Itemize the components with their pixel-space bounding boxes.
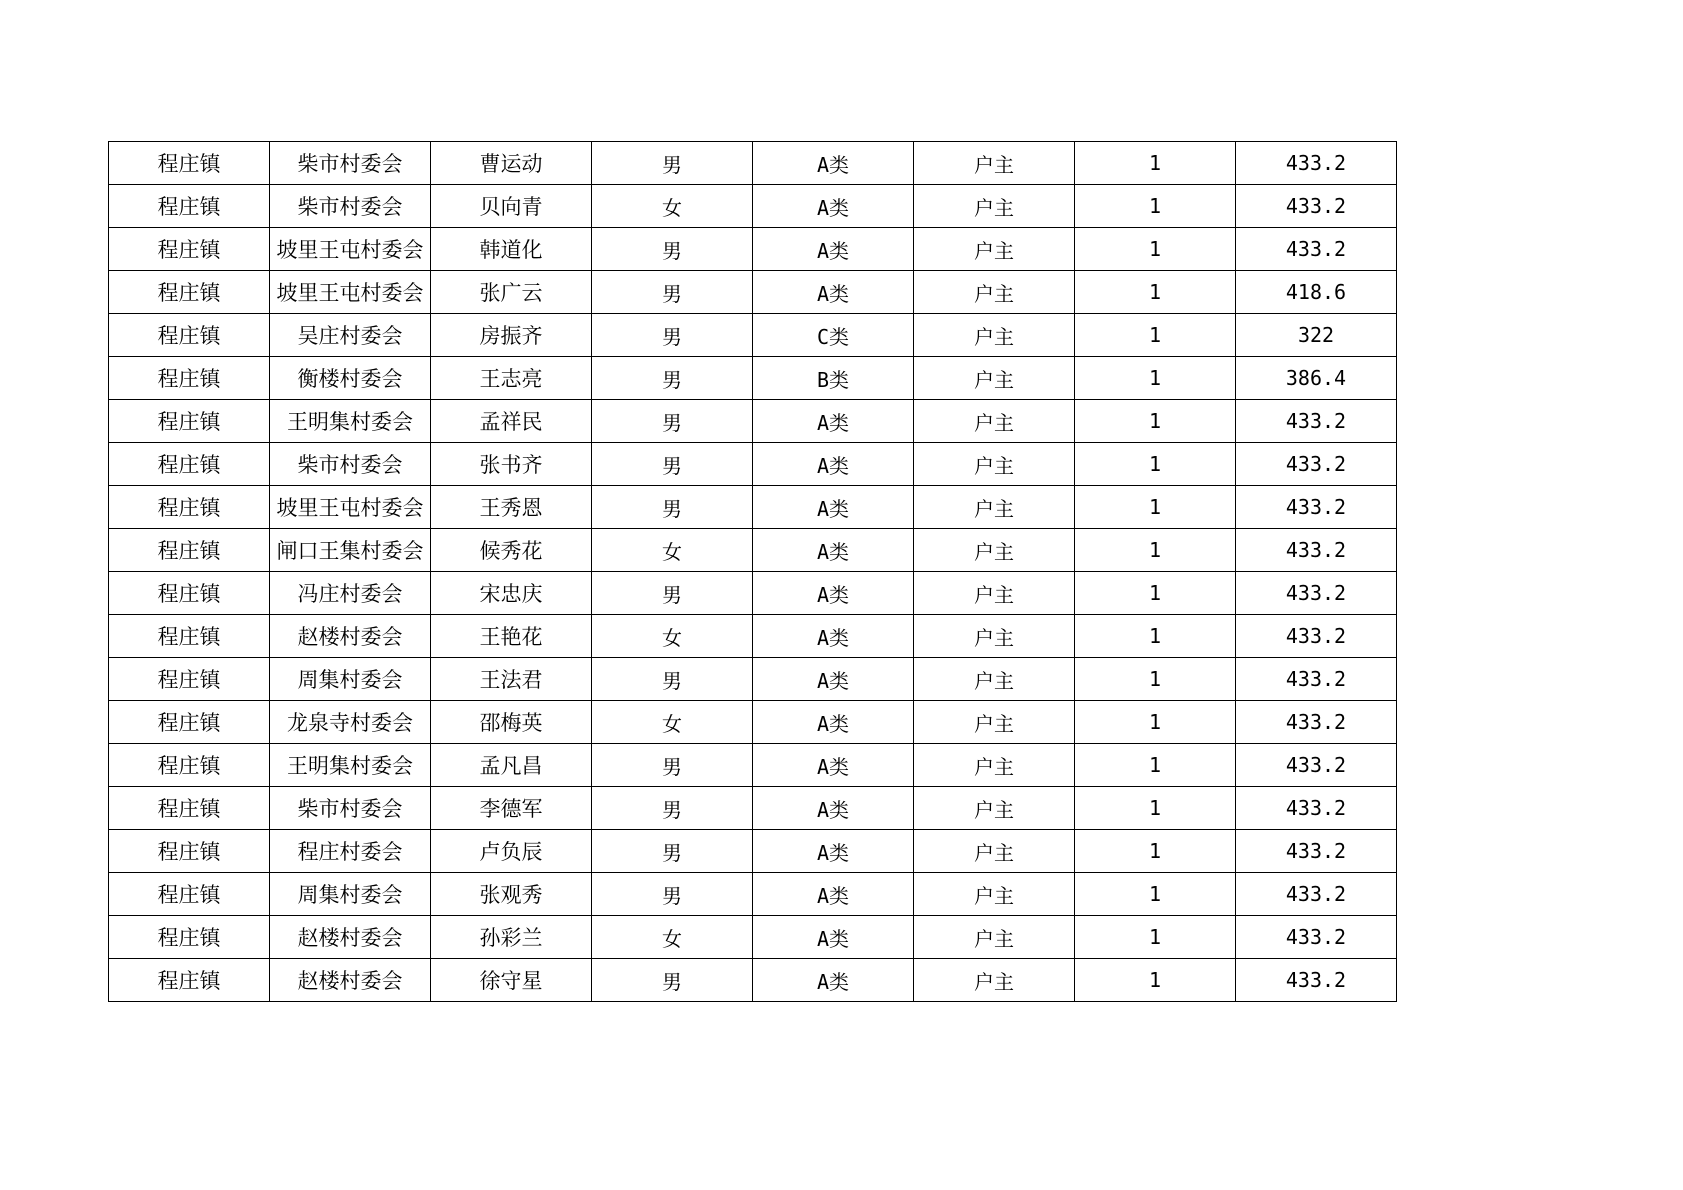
relation-cell: 户主 — [914, 529, 1075, 572]
count-cell: 1 — [1075, 572, 1236, 615]
count-cell: 1 — [1075, 529, 1236, 572]
gender-cell: 男 — [592, 443, 753, 486]
category-cell: A类 — [753, 787, 914, 830]
table-row — [109, 529, 1397, 572]
relation-cell: 户主 — [914, 314, 1075, 357]
table-row — [109, 744, 1397, 787]
category-cell: A类 — [753, 271, 914, 314]
table-row — [109, 830, 1397, 873]
town-cell: 程庄镇 — [109, 787, 270, 830]
relation-cell: 户主 — [914, 873, 1075, 916]
gender-cell: 男 — [592, 572, 753, 615]
category-cell: A类 — [753, 443, 914, 486]
relation-cell: 户主 — [914, 658, 1075, 701]
town-cell: 程庄镇 — [109, 830, 270, 873]
count-cell: 1 — [1075, 959, 1236, 1002]
category-cell: A类 — [753, 185, 914, 228]
village-cell: 龙泉寺村委会 — [270, 701, 431, 744]
name-cell: 王法君 — [431, 658, 592, 701]
gender-cell: 女 — [592, 916, 753, 959]
category-cell: A类 — [753, 916, 914, 959]
name-cell: 贝向青 — [431, 185, 592, 228]
amount-cell: 386.4 — [1236, 357, 1397, 400]
relation-cell: 户主 — [914, 787, 1075, 830]
gender-cell: 男 — [592, 228, 753, 271]
village-cell: 周集村委会 — [270, 658, 431, 701]
town-cell: 程庄镇 — [109, 873, 270, 916]
name-cell: 李德军 — [431, 787, 592, 830]
table-row — [109, 873, 1397, 916]
category-cell: A类 — [753, 486, 914, 529]
count-cell: 1 — [1075, 400, 1236, 443]
category-cell: A类 — [753, 615, 914, 658]
amount-cell: 433.2 — [1236, 400, 1397, 443]
category-cell: A类 — [753, 228, 914, 271]
relation-cell: 户主 — [914, 443, 1075, 486]
gender-cell: 男 — [592, 314, 753, 357]
table-row — [109, 572, 1397, 615]
town-cell: 程庄镇 — [109, 400, 270, 443]
table-row — [109, 787, 1397, 830]
category-cell: B类 — [753, 357, 914, 400]
table-row — [109, 400, 1397, 443]
gender-cell: 男 — [592, 787, 753, 830]
amount-cell: 322 — [1236, 314, 1397, 357]
village-cell: 坡里王屯村委会 — [270, 486, 431, 529]
table-body — [109, 142, 1397, 1002]
village-cell: 柴市村委会 — [270, 142, 431, 185]
town-cell: 程庄镇 — [109, 658, 270, 701]
town-cell: 程庄镇 — [109, 572, 270, 615]
relation-cell: 户主 — [914, 400, 1075, 443]
table-row — [109, 443, 1397, 486]
name-cell: 孟凡昌 — [431, 744, 592, 787]
town-cell: 程庄镇 — [109, 185, 270, 228]
name-cell: 孟祥民 — [431, 400, 592, 443]
name-cell: 王秀恩 — [431, 486, 592, 529]
amount-cell: 433.2 — [1236, 916, 1397, 959]
table-row — [109, 142, 1397, 185]
count-cell: 1 — [1075, 787, 1236, 830]
gender-cell: 女 — [592, 701, 753, 744]
village-cell: 赵楼村委会 — [270, 615, 431, 658]
count-cell: 1 — [1075, 744, 1236, 787]
amount-cell: 433.2 — [1236, 873, 1397, 916]
village-cell: 闸口王集村委会 — [270, 529, 431, 572]
count-cell: 1 — [1075, 228, 1236, 271]
gender-cell: 男 — [592, 400, 753, 443]
village-cell: 冯庄村委会 — [270, 572, 431, 615]
gender-cell: 男 — [592, 357, 753, 400]
count-cell: 1 — [1075, 615, 1236, 658]
table-row — [109, 916, 1397, 959]
name-cell: 王艳花 — [431, 615, 592, 658]
name-cell: 房振齐 — [431, 314, 592, 357]
relation-cell: 户主 — [914, 572, 1075, 615]
gender-cell: 女 — [592, 615, 753, 658]
count-cell: 1 — [1075, 185, 1236, 228]
village-cell: 赵楼村委会 — [270, 916, 431, 959]
name-cell: 邵梅英 — [431, 701, 592, 744]
relation-cell: 户主 — [914, 228, 1075, 271]
relation-cell: 户主 — [914, 185, 1075, 228]
amount-cell: 418.6 — [1236, 271, 1397, 314]
table-row — [109, 701, 1397, 744]
category-cell: A类 — [753, 400, 914, 443]
count-cell: 1 — [1075, 658, 1236, 701]
amount-cell: 433.2 — [1236, 615, 1397, 658]
town-cell: 程庄镇 — [109, 357, 270, 400]
name-cell: 曹运动 — [431, 142, 592, 185]
name-cell: 张书齐 — [431, 443, 592, 486]
gender-cell: 男 — [592, 271, 753, 314]
data-table — [108, 141, 1397, 1002]
amount-cell: 433.2 — [1236, 658, 1397, 701]
town-cell: 程庄镇 — [109, 529, 270, 572]
village-cell: 柴市村委会 — [270, 443, 431, 486]
count-cell: 1 — [1075, 916, 1236, 959]
relation-cell: 户主 — [914, 486, 1075, 529]
town-cell: 程庄镇 — [109, 916, 270, 959]
village-cell: 周集村委会 — [270, 873, 431, 916]
category-cell: A类 — [753, 744, 914, 787]
category-cell: A类 — [753, 658, 914, 701]
category-cell: A类 — [753, 142, 914, 185]
town-cell: 程庄镇 — [109, 486, 270, 529]
gender-cell: 女 — [592, 185, 753, 228]
name-cell: 卢负辰 — [431, 830, 592, 873]
name-cell: 张观秀 — [431, 873, 592, 916]
table-row — [109, 486, 1397, 529]
gender-cell: 男 — [592, 142, 753, 185]
relation-cell: 户主 — [914, 701, 1075, 744]
count-cell: 1 — [1075, 142, 1236, 185]
town-cell: 程庄镇 — [109, 959, 270, 1002]
table-row — [109, 658, 1397, 701]
amount-cell: 433.2 — [1236, 572, 1397, 615]
amount-cell: 433.2 — [1236, 529, 1397, 572]
amount-cell: 433.2 — [1236, 959, 1397, 1002]
count-cell: 1 — [1075, 873, 1236, 916]
amount-cell: 433.2 — [1236, 744, 1397, 787]
village-cell: 吴庄村委会 — [270, 314, 431, 357]
name-cell: 宋忠庆 — [431, 572, 592, 615]
table-row — [109, 185, 1397, 228]
town-cell: 程庄镇 — [109, 744, 270, 787]
amount-cell: 433.2 — [1236, 142, 1397, 185]
gender-cell: 男 — [592, 486, 753, 529]
village-cell: 王明集村委会 — [270, 400, 431, 443]
count-cell: 1 — [1075, 701, 1236, 744]
category-cell: A类 — [753, 959, 914, 1002]
relation-cell: 户主 — [914, 142, 1075, 185]
relation-cell: 户主 — [914, 916, 1075, 959]
village-cell: 程庄村委会 — [270, 830, 431, 873]
table-row — [109, 959, 1397, 1002]
category-cell: A类 — [753, 529, 914, 572]
relation-cell: 户主 — [914, 357, 1075, 400]
relation-cell: 户主 — [914, 959, 1075, 1002]
village-cell: 衡楼村委会 — [270, 357, 431, 400]
count-cell: 1 — [1075, 830, 1236, 873]
gender-cell: 男 — [592, 744, 753, 787]
amount-cell: 433.2 — [1236, 787, 1397, 830]
town-cell: 程庄镇 — [109, 615, 270, 658]
village-cell: 柴市村委会 — [270, 185, 431, 228]
gender-cell: 男 — [592, 830, 753, 873]
gender-cell: 男 — [592, 959, 753, 1002]
count-cell: 1 — [1075, 314, 1236, 357]
village-cell: 坡里王屯村委会 — [270, 271, 431, 314]
count-cell: 1 — [1075, 357, 1236, 400]
category-cell: C类 — [753, 314, 914, 357]
category-cell: A类 — [753, 830, 914, 873]
name-cell: 韩道化 — [431, 228, 592, 271]
table-row — [109, 357, 1397, 400]
amount-cell: 433.2 — [1236, 185, 1397, 228]
town-cell: 程庄镇 — [109, 443, 270, 486]
town-cell: 程庄镇 — [109, 271, 270, 314]
gender-cell: 男 — [592, 873, 753, 916]
gender-cell: 女 — [592, 529, 753, 572]
gender-cell: 男 — [592, 658, 753, 701]
table-row — [109, 314, 1397, 357]
relation-cell: 户主 — [914, 615, 1075, 658]
amount-cell: 433.2 — [1236, 486, 1397, 529]
town-cell: 程庄镇 — [109, 701, 270, 744]
name-cell: 徐守星 — [431, 959, 592, 1002]
name-cell: 候秀花 — [431, 529, 592, 572]
count-cell: 1 — [1075, 486, 1236, 529]
table-row — [109, 228, 1397, 271]
category-cell: A类 — [753, 572, 914, 615]
count-cell: 1 — [1075, 271, 1236, 314]
town-cell: 程庄镇 — [109, 228, 270, 271]
village-cell: 王明集村委会 — [270, 744, 431, 787]
category-cell: A类 — [753, 873, 914, 916]
town-cell: 程庄镇 — [109, 142, 270, 185]
relation-cell: 户主 — [914, 271, 1075, 314]
table-row — [109, 271, 1397, 314]
count-cell: 1 — [1075, 443, 1236, 486]
amount-cell: 433.2 — [1236, 830, 1397, 873]
village-cell: 坡里王屯村委会 — [270, 228, 431, 271]
table-row — [109, 615, 1397, 658]
relation-cell: 户主 — [914, 744, 1075, 787]
amount-cell: 433.2 — [1236, 701, 1397, 744]
town-cell: 程庄镇 — [109, 314, 270, 357]
amount-cell: 433.2 — [1236, 228, 1397, 271]
name-cell: 孙彩兰 — [431, 916, 592, 959]
name-cell: 王志亮 — [431, 357, 592, 400]
relation-cell: 户主 — [914, 830, 1075, 873]
category-cell: A类 — [753, 701, 914, 744]
village-cell: 柴市村委会 — [270, 787, 431, 830]
name-cell: 张广云 — [431, 271, 592, 314]
amount-cell: 433.2 — [1236, 443, 1397, 486]
village-cell: 赵楼村委会 — [270, 959, 431, 1002]
